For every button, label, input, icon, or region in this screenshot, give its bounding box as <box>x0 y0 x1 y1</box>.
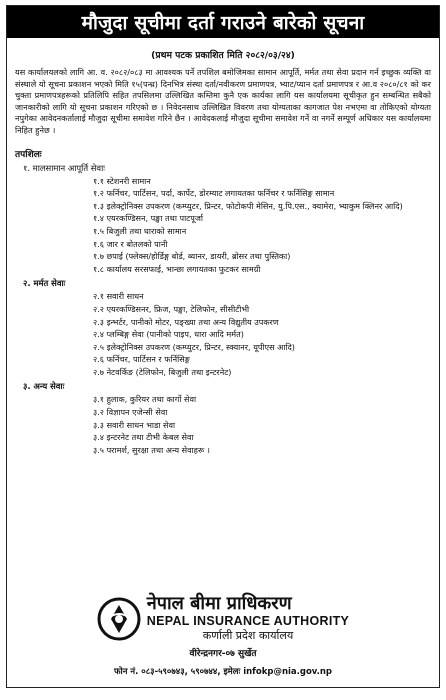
nia-emblem-icon <box>97 597 141 641</box>
list-item: ३.१ हुलाक, कुरियर तथा कार्गो सेवा <box>93 394 197 405</box>
notice-page <box>6 5 440 688</box>
list-item: २.१ सवारी साधन <box>93 291 144 302</box>
office-contact: फोन नं. ०८३-५९०७४३, ५९०७४४, इमेलः infokp@nia.gov.np <box>113 667 333 677</box>
first-published-date: (प्रथम पटक प्रकाशित मिति २०८२/०३/२४) <box>151 50 295 61</box>
org-name-nepali: नेपाल बीमा प्राधिकरण <box>146 593 292 614</box>
list-item: २.६ फर्निचर, पार्टिसन र फर्निसिङ्ग <box>93 354 190 365</box>
section-heading-repair: २. मर्मत सेवाः <box>23 278 66 289</box>
list-item: २.५ इलेक्ट्रोनिक्स उपकरण (कम्प्युटर, प्रिन्टर, स्क्यानर, यूपीएस आदि) <box>93 341 295 352</box>
list-item: २.४ प्लम्बिङ्ग सेवा (पानीको पाइप, धारा आदि मर्मत) <box>93 329 244 340</box>
section-heading-other: ३. अन्य सेवाः <box>23 381 65 392</box>
section-heading-supply: १. मालसामान आपूर्ति सेवाः <box>23 162 105 173</box>
section-list-repair <box>7 290 439 378</box>
list-item: १.८ कार्यालय सरसफाई, भान्छा लगायतका फुटकर सामग्री <box>93 263 261 274</box>
list-item: १.५ बिजुली तथा धाराको सामान <box>93 225 187 236</box>
list-item: २.३ इन्भर्टर, पानीको मोटर, पङ्ख्या तथा अन्य विद्युतीय उपकरण <box>93 316 279 327</box>
list-item: ३.३ सवारी साधन भाडा सेवा <box>93 419 176 430</box>
org-office: कर्णाली प्रदेश कार्यालय <box>202 629 294 642</box>
list-item: १.४ एयरकण्डिसन, पङ्खा तथा पाटपूर्जा <box>93 213 203 224</box>
list-item: १.६ जार र बोतलको पानी <box>93 238 168 249</box>
list-item: १.३ इलेक्ट्रोनिक्स उपकरण (कम्प्युटर, प्रिन्टर, फोटोकपी मेसिन, यु.पि.एस., क्यामेरा, भ्याकुम क्लिनर आदि) <box>93 200 403 211</box>
notice-intro: यस कार्यालयलको लागि आ. व. २०८२/०८३ मा आवश्यक पर्ने तपशिल बमोजिमका सामान आपूर्ति, मर्मत तथा सेवा प्रदान गर्न इच्छुक व्यक्ति वा संस्थाले यो सूचना प्रकाशन भएको मिति १५(पन्ध्र) दिनभित्र संस्था दर्ता/नवीकरण प्रमाणपत्र, भ्याट/प्यान दर्ता प्रमाणपत्र र आ.व २०८०/८१ को कर चुक्ता प्रमाणपत्रहरूको प्रतिलिपि सहित तपसिलमा उल्लिखित कम्तिमा कुनै एक कार्यका लागि यस कार्यालयमा सूचीकृत हुन सम्बन्धित सबैको जानकारीको लागि यो सूचना प्रकाशन गरिएको छ । निवेदनसाथ उल्लिखित विवरण तथा योग्यताका कागजात पेश नभएमा वा तोकिएको योग्यता नपुगेका आवेदनकर्तालाई मौजुदा सूचीमा समावेश गरिने छैन । आवेदकलाई मौजुदा सूचीमा समावेश गर्ने वा नगर्ने सम्पूर्ण अधिकार यस कार्यालयमा निहित हुनेछ । <box>15 67 431 135</box>
list-item: २.२ एयरकण्डिसनर, फ्रिज, पङ्खा, टेलिफोन, सीसीटीभी <box>93 303 250 314</box>
org-name-english: NEPAL INSURANCE AUTHORITY <box>146 614 350 628</box>
section-list-other <box>7 393 439 456</box>
list-item: ३.२ विज्ञापन एजेन्सी सेवा <box>93 407 168 418</box>
list-item: ३.४ इन्टरनेट तथा टीभी केबल सेवा <box>93 432 194 443</box>
list-item: १.१ स्टेशनरी सामान <box>93 175 151 186</box>
organization-logo-block <box>7 594 439 643</box>
organization-name <box>147 594 349 643</box>
office-address: वीरेन्द्रनगर-०७ सुर्खेत <box>189 649 257 659</box>
notice-title-banner <box>7 6 439 38</box>
notice-title: मौजुदा सूचीमा दर्ता गराउने बारेको सूचना <box>81 12 365 34</box>
section-list-supply <box>7 175 439 276</box>
list-item: १.७ छपाई (फ्लेक्स/होर्डिङ्ग बोर्ड, ब्यानर, डायरी, ब्रोसर तथा पुस्तिका) <box>93 251 291 262</box>
list-item: २.७ नेटवर्किङ (टेलिफोन, बिजुली तथा इन्टरनेट) <box>93 366 232 377</box>
list-item: १.२ फर्निचर, पार्टिसन, पर्दा, कार्पेट, डोरम्याट लगायतका फर्निचर र फर्निसिङ्ग सामान <box>93 188 335 199</box>
list-item: ३.५ परामर्श, सुरक्षा तथा अन्य सेवाहरू । <box>93 444 210 455</box>
details-title: तपशिलः <box>15 149 42 160</box>
